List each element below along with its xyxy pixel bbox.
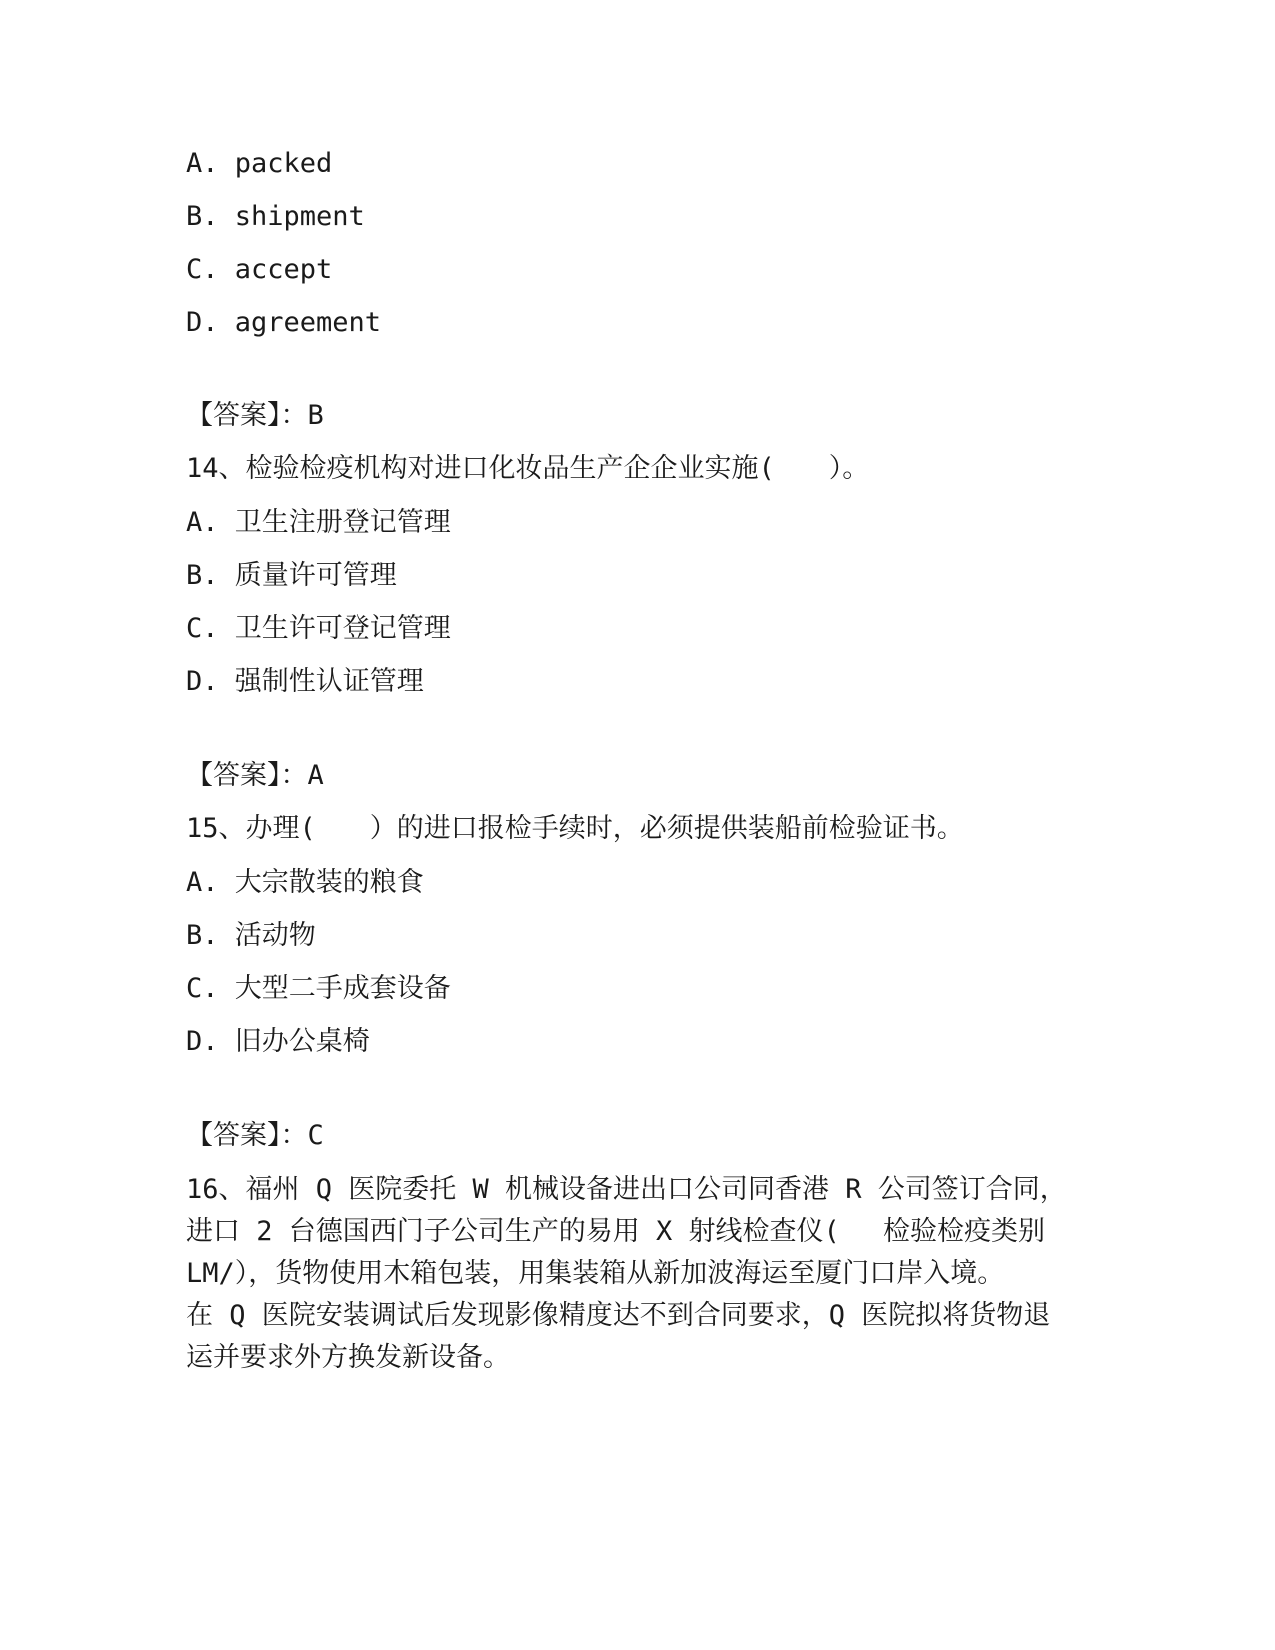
q13-option-b: B. shipment	[186, 201, 365, 232]
q16-text-line-5: 运并要求外方换发新设备。	[186, 1342, 510, 1373]
q15-answer: 【答案】：C	[186, 1120, 324, 1151]
q15-option-d: D. 旧办公桌椅	[186, 1026, 370, 1057]
q14-option-d: D. 强制性认证管理	[186, 666, 424, 697]
q13-option-a: A. packed	[186, 148, 333, 179]
q16-text-line-1: 16、福州 Q 医院委托 W 机械设备进出口公司同香港 R 公司签订合同，	[186, 1174, 1067, 1205]
q13-answer: 【答案】：B	[186, 400, 324, 431]
q15-option-c: C. 大型二手成套设备	[186, 973, 451, 1004]
q16-text-line-4: 在 Q 医院安装调试后发现影像精度达不到合同要求，Q 医院拟将货物退	[186, 1300, 1051, 1331]
q15-option-a: A. 大宗散装的粮食	[186, 867, 424, 898]
q15-option-b: B. 活动物	[186, 920, 316, 951]
q14-option-c: C. 卫生许可登记管理	[186, 613, 451, 644]
q14-option-a: A. 卫生注册登记管理	[186, 507, 451, 538]
q14-question: 14、检验检疫机构对进口化妆品生产企企业实施( ）。	[186, 453, 870, 484]
q13-option-c: C. accept	[186, 254, 333, 285]
q16-text-line-3: LM/），货物使用木箱包装，用集装箱从新加波海运至厦门口岸入境。	[186, 1258, 1005, 1289]
q16-text-line-2: 进口 2 台德国西门子公司生产的易用 X 射线检查仪( 检验检疫类别	[186, 1216, 1046, 1247]
q15-question: 15、办理( ）的进口报检手续时，必须提供装船前检验证书。	[186, 813, 964, 844]
q14-answer: 【答案】：A	[186, 760, 324, 791]
q14-option-b: B. 质量许可管理	[186, 560, 397, 591]
q13-option-d: D. agreement	[186, 307, 382, 338]
